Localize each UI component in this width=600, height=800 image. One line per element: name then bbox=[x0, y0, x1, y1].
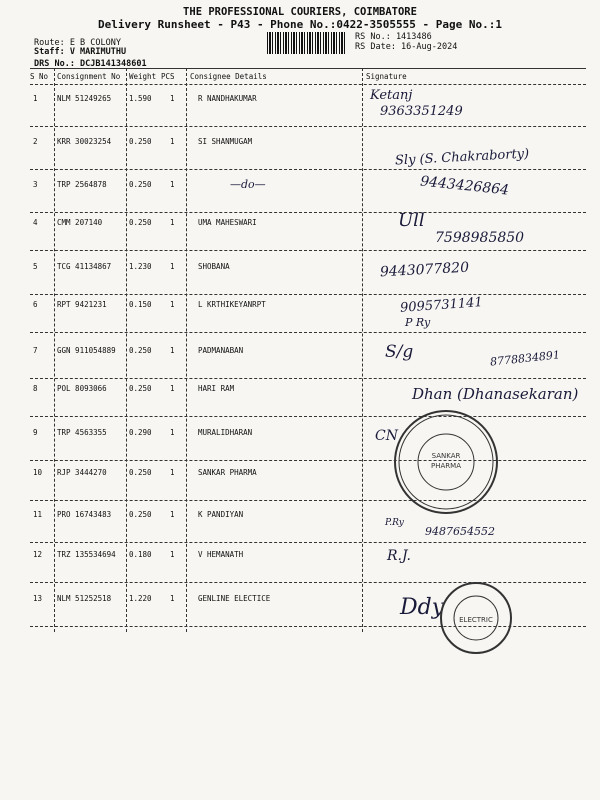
cell-weight: 0.250 bbox=[129, 180, 152, 189]
signature-row8: Dhan (Dhanasekaran) bbox=[412, 385, 579, 403]
cell-cons: CMM 207140 bbox=[57, 218, 103, 227]
cell-sno: 11 bbox=[33, 510, 43, 519]
header-rule bbox=[30, 84, 586, 85]
signature-row11: P.Ry bbox=[385, 518, 404, 528]
cell-cons: POL 8093066 bbox=[57, 384, 107, 393]
handwritten-phone-2: 9443426864 bbox=[419, 173, 510, 199]
cell-weight: 1.590 bbox=[129, 94, 152, 103]
table-row bbox=[0, 180, 600, 192]
pharma-stamp bbox=[394, 410, 498, 514]
cell-name: V HEMANATH bbox=[198, 550, 244, 559]
cell-name: PADMANABAN bbox=[198, 346, 244, 355]
ditto-mark: —do— bbox=[230, 178, 266, 191]
table-row bbox=[0, 468, 600, 480]
cell-cons: TRZ 135534694 bbox=[57, 550, 116, 559]
row-divider bbox=[30, 294, 586, 295]
row-divider bbox=[30, 460, 586, 461]
signature-row7: S/g bbox=[385, 342, 414, 362]
cell-sno: 2 bbox=[33, 137, 38, 146]
cell-pcs: 1 bbox=[170, 468, 175, 477]
cell-sno: 9 bbox=[33, 428, 38, 437]
col-sno: S No bbox=[30, 72, 49, 81]
svg-text:SANKAR: SANKAR bbox=[431, 452, 461, 460]
table-row bbox=[0, 300, 600, 312]
cell-pcs: 1 bbox=[170, 94, 175, 103]
cell-weight: 1.230 bbox=[129, 262, 152, 271]
col-consignment: Consignment No bbox=[57, 72, 121, 81]
cell-name: UMA MAHESWARI bbox=[198, 218, 257, 227]
signature-row2: Sly (S. Chakraborty) bbox=[394, 146, 530, 169]
handwritten-phone-5: 9443077820 bbox=[379, 259, 470, 281]
cell-weight: 0.250 bbox=[129, 468, 152, 477]
table-top-rule bbox=[30, 68, 586, 69]
cell-name: HARI RAM bbox=[198, 384, 235, 393]
cell-name: K PANDIYAN bbox=[198, 510, 244, 519]
barcode-image bbox=[267, 32, 347, 54]
cell-cons: NLM 51252518 bbox=[57, 594, 112, 603]
cell-cons: RPT 9421231 bbox=[57, 300, 107, 309]
cell-weight: 0.150 bbox=[129, 300, 152, 309]
cell-cons: TCG 41134867 bbox=[57, 262, 112, 271]
cell-sno: 6 bbox=[33, 300, 38, 309]
cell-cons: RJP 3444270 bbox=[57, 468, 107, 477]
col-signature: Signature bbox=[366, 72, 407, 81]
signature-row12: R.J. bbox=[387, 548, 411, 564]
cell-cons: NLM 51249265 bbox=[57, 94, 112, 103]
handwritten-phone-4: 7598985850 bbox=[435, 230, 525, 246]
svg-text:ELECTRIC: ELECTRIC bbox=[459, 616, 493, 624]
cell-cons: TRP 4563355 bbox=[57, 428, 107, 437]
cell-sno: 8 bbox=[33, 384, 38, 393]
cell-pcs: 1 bbox=[170, 218, 175, 227]
cell-name: SANKAR PHARMA bbox=[198, 468, 257, 477]
cell-weight: 1.220 bbox=[129, 594, 152, 603]
cell-name: SI SHANMUGAM bbox=[198, 137, 253, 146]
handwritten-phone-6: 9095731141 bbox=[399, 295, 484, 316]
signature-row1: Ketanj bbox=[370, 88, 413, 103]
cell-weight: 0.250 bbox=[129, 137, 152, 146]
row-divider bbox=[30, 169, 586, 170]
row-divider bbox=[30, 332, 586, 333]
table-row bbox=[0, 218, 600, 230]
runsheet-title: Delivery Runsheet - P43 - Phone No.:0422-3505555 - Page No.:1 bbox=[98, 18, 502, 31]
cell-sno: 1 bbox=[33, 94, 38, 103]
cell-pcs: 1 bbox=[170, 262, 175, 271]
cell-sno: 4 bbox=[33, 218, 38, 227]
signature-row4: Ull bbox=[398, 210, 425, 231]
signature-row13: Ddy bbox=[400, 595, 445, 620]
row-divider bbox=[30, 378, 586, 379]
col-consignee: Consignee Details bbox=[190, 72, 267, 81]
handwritten-phone-11: 9487654552 bbox=[425, 525, 495, 538]
rs-number: RS No.: 1413486 bbox=[355, 32, 432, 42]
table-row bbox=[0, 550, 600, 562]
route-label: Route: E B COLONY bbox=[34, 38, 121, 48]
cell-name: MURALIDHARAN bbox=[198, 428, 253, 437]
cell-weight: 0.250 bbox=[129, 510, 152, 519]
cell-weight: 0.250 bbox=[129, 346, 152, 355]
cell-weight: 0.250 bbox=[129, 218, 152, 227]
table-row bbox=[0, 510, 600, 522]
row-divider bbox=[30, 542, 586, 543]
handwritten-initials-6: P Ry bbox=[405, 316, 431, 329]
drs-label: DRS No.: DCJB141348601 bbox=[34, 59, 147, 69]
cell-sno: 12 bbox=[33, 550, 43, 559]
cell-sno: 13 bbox=[33, 594, 43, 603]
cell-pcs: 1 bbox=[170, 428, 175, 437]
table-row bbox=[0, 428, 600, 440]
cell-name: GENLINE ELECTICE bbox=[198, 594, 271, 603]
table-row bbox=[0, 262, 600, 274]
cell-pcs: 1 bbox=[170, 510, 175, 519]
row-divider bbox=[30, 500, 586, 501]
cell-pcs: 1 bbox=[170, 594, 175, 603]
cell-name: L KRTHIKEYANRPT bbox=[198, 300, 266, 309]
cell-sno: 3 bbox=[33, 180, 38, 189]
cell-name: R NANDHAKUMAR bbox=[198, 94, 257, 103]
handwritten-phone-7: 8778834891 bbox=[489, 348, 561, 369]
electric-stamp bbox=[440, 582, 512, 654]
cell-cons: TRP 2564878 bbox=[57, 180, 107, 189]
row-divider bbox=[30, 582, 586, 583]
cell-sno: 7 bbox=[33, 346, 38, 355]
svg-text:PHARMA: PHARMA bbox=[431, 462, 461, 470]
cell-pcs: 1 bbox=[170, 300, 175, 309]
col-pcs: PCS bbox=[161, 72, 175, 81]
cell-weight: 0.180 bbox=[129, 550, 152, 559]
rs-date: RS Date: 16-Aug-2024 bbox=[355, 42, 458, 52]
col-weight: Weight bbox=[129, 72, 157, 81]
cell-cons: PRO 16743483 bbox=[57, 510, 112, 519]
table-row bbox=[0, 94, 600, 106]
company-title: THE PROFESSIONAL COURIERS, COIMBATORE bbox=[183, 6, 417, 18]
staff-label: Staff: V MARIMUTHU bbox=[34, 47, 127, 57]
row-divider bbox=[30, 212, 586, 213]
row-divider bbox=[30, 250, 586, 251]
handwritten-mark-9: CN bbox=[375, 428, 398, 444]
row-divider bbox=[30, 416, 586, 417]
cell-pcs: 1 bbox=[170, 346, 175, 355]
cell-pcs: 1 bbox=[170, 180, 175, 189]
handwritten-phone-1: 9363351249 bbox=[380, 104, 463, 119]
cell-sno: 5 bbox=[33, 262, 38, 271]
cell-cons: KRR 30023254 bbox=[57, 137, 112, 146]
table-row bbox=[0, 594, 600, 606]
row-divider bbox=[30, 126, 586, 127]
cell-cons: GGN 911054889 bbox=[57, 346, 116, 355]
cell-pcs: 1 bbox=[170, 550, 175, 559]
cell-sno: 10 bbox=[33, 468, 43, 477]
cell-pcs: 1 bbox=[170, 384, 175, 393]
cell-pcs: 1 bbox=[170, 137, 175, 146]
cell-name: SHOBANA bbox=[198, 262, 230, 271]
cell-weight: 0.290 bbox=[129, 428, 152, 437]
cell-weight: 0.250 bbox=[129, 384, 152, 393]
